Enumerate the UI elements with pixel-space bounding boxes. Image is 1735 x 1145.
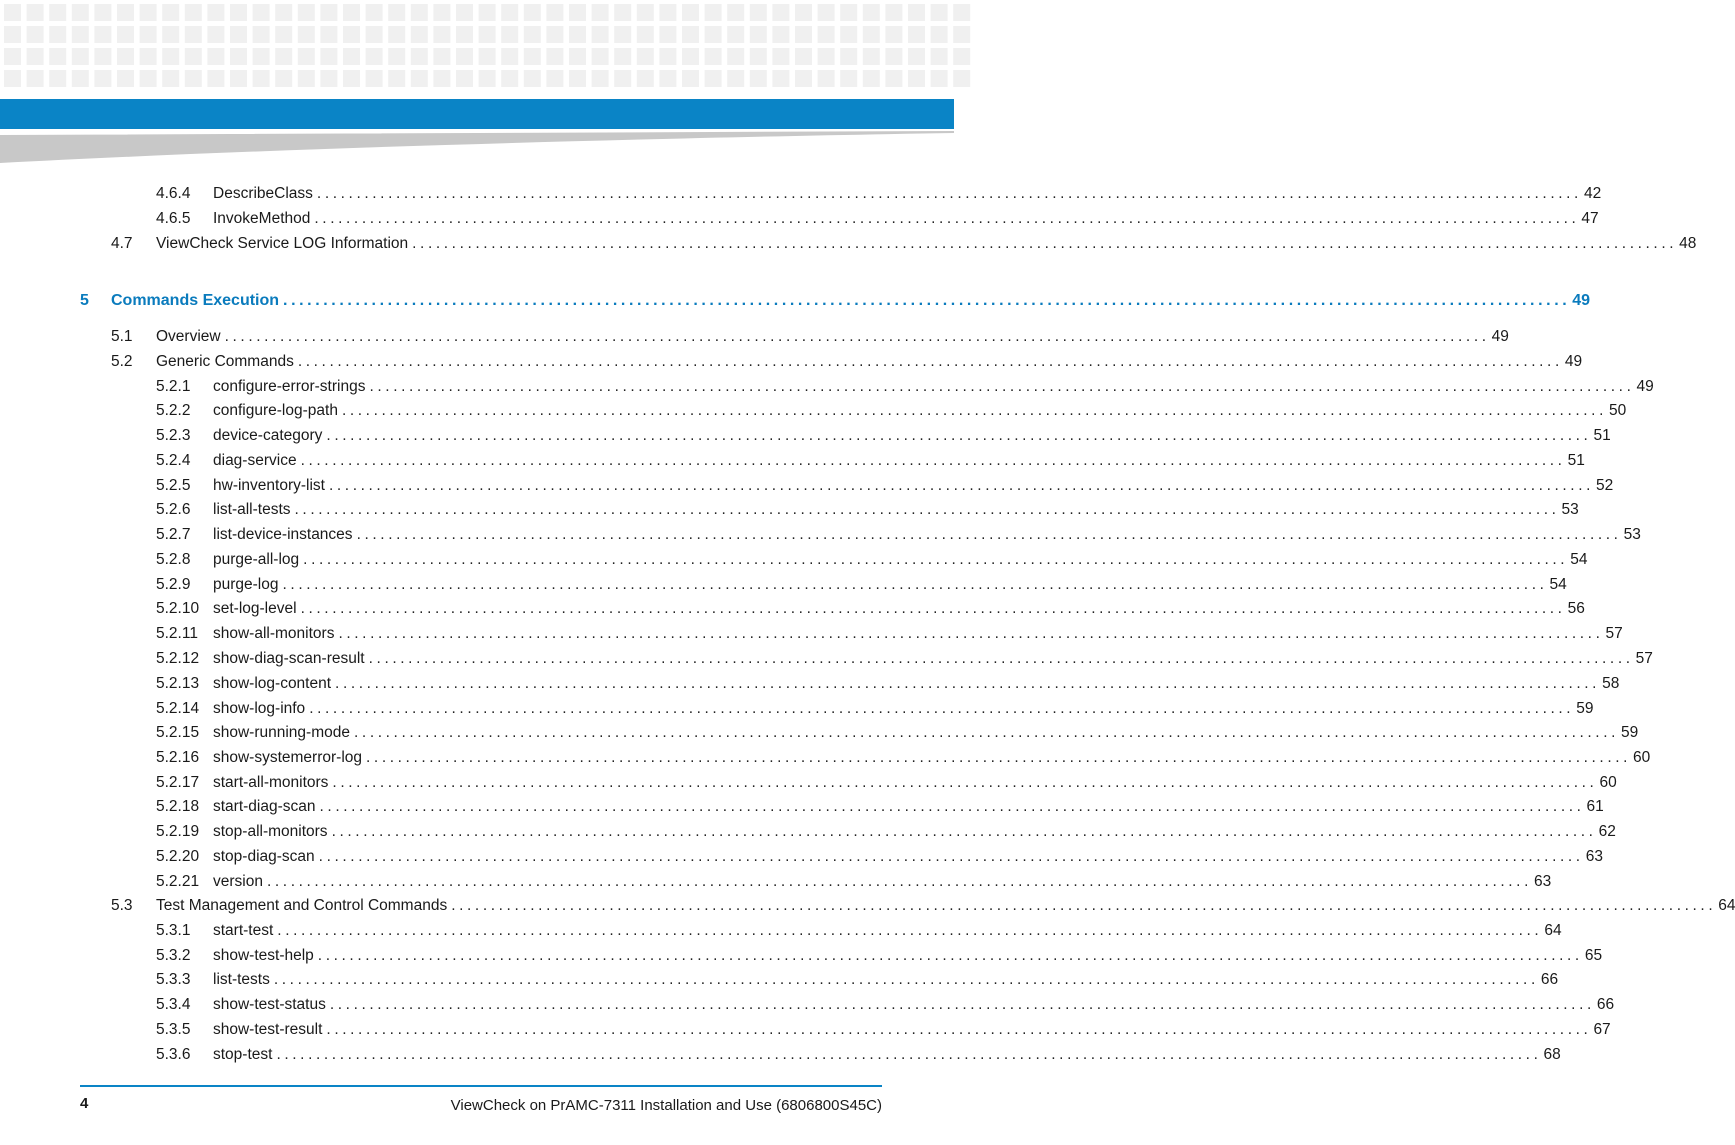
toc-entry-number: 5 <box>80 292 89 309</box>
toc-dot-leader: ................................................................................................................................................................ <box>300 452 1566 469</box>
toc-entry-page: 47 <box>1581 210 1599 227</box>
toc-dot-leader: ................................................................................................................................................................ <box>314 210 1580 227</box>
toc-dot-leader: ................................................................................................................................................................ <box>338 625 1604 642</box>
toc-dot-leader: ................................................................................................................................................................ <box>273 971 1539 988</box>
toc-dot-leader: ................................................................................................................................................................ <box>328 477 1595 494</box>
toc-entry-page: 66 <box>1596 996 1615 1013</box>
toc-entry-page: 49 <box>1636 378 1654 395</box>
toc-entry-title: show-log-content <box>213 675 332 692</box>
toc-entry[interactable] <box>0 1044 1561 1066</box>
toc-entry-page: 53 <box>1623 526 1641 543</box>
toc-dot-leader: ................................................................................................................................................................ <box>297 353 1563 370</box>
toc-entry-page: 63 <box>1585 848 1603 865</box>
toc-dot-leader: ................................................................................................................................................................ <box>329 996 1595 1013</box>
toc-dot-leader: ................................................................................................................................................................ <box>319 798 1585 815</box>
toc-entry-number: 5.2.2 <box>156 402 191 419</box>
toc-entry-title: configure-error-strings <box>213 378 366 395</box>
toc-entry-number: 4.6.4 <box>156 185 191 202</box>
toc-entry-title: Generic Commands <box>156 353 294 370</box>
toc-entry-title: purge-all-log <box>213 551 300 568</box>
toc-entry-title: stop-all-monitors <box>213 823 328 840</box>
toc-entry-number: 5.3.5 <box>156 1021 191 1038</box>
toc-entry[interactable] <box>0 475 1614 497</box>
toc-entry-page: 60 <box>1599 774 1617 791</box>
toc-entry-page: 49 <box>1491 328 1509 345</box>
toc-entry-number: 5.3.6 <box>156 1046 191 1063</box>
toc-entry[interactable] <box>0 450 1585 472</box>
toc-entry-number: 4.6.5 <box>156 210 191 227</box>
toc-entry-number: 5.2.16 <box>156 749 200 766</box>
toc-dot-leader: ................................................................................................................................................................ <box>277 922 1543 939</box>
toc-entry-page: 66 <box>1540 971 1559 988</box>
toc-entry-title: show-all-monitors <box>213 625 335 642</box>
toc-entry[interactable] <box>0 598 1585 620</box>
toc-dot-leader: ................................................................................................................................................................ <box>282 576 1548 593</box>
toc-entry[interactable] <box>0 994 1615 1016</box>
toc-entry[interactable] <box>0 233 1697 255</box>
toc-entry-page: 67 <box>1593 1021 1611 1038</box>
toc-entry-page: 49 <box>1572 292 1591 309</box>
toc-entry[interactable] <box>0 673 1620 695</box>
toc-entry-number: 5.2.6 <box>156 501 191 518</box>
toc-dot-leader: ................................................................................................................................................................ <box>341 402 1607 419</box>
toc-entry[interactable] <box>0 846 1603 868</box>
toc-entry[interactable] <box>0 623 1623 645</box>
footer-document-title: ViewCheck on PrAMC-7311 Installation and Use (6806800S45C) <box>450 1097 882 1114</box>
toc-entry-title: show-diag-scan-result <box>213 650 365 667</box>
toc-dot-leader: ................................................................................................................................................................ <box>412 235 1678 252</box>
toc-entry-page: 53 <box>1561 501 1579 518</box>
toc-entry-title: Overview <box>156 328 221 345</box>
toc-entry[interactable] <box>0 326 1509 348</box>
toc-entry-title: InvokeMethod <box>213 210 311 227</box>
toc-entry-number: 5.2.8 <box>156 551 191 568</box>
toc-dot-leader: ................................................................................................................................................................ <box>369 378 1635 395</box>
toc-entry[interactable] <box>0 821 1616 843</box>
toc-entry-page: 42 <box>1583 185 1602 202</box>
toc-dot-leader: ................................................................................................................................................................ <box>366 749 1632 766</box>
toc-entry-number: 5.3.4 <box>156 996 191 1013</box>
toc-entry[interactable] <box>0 208 1599 230</box>
toc-dot-leader: ................................................................................................................................................................ <box>335 675 1601 692</box>
toc-entry-page: 61 <box>1586 798 1604 815</box>
toc-entry-title: purge-log <box>213 576 279 593</box>
toc-entry-page: 51 <box>1567 452 1585 469</box>
toc-dot-leader: ................................................................................................................................................................ <box>451 897 1717 914</box>
toc-entry-number: 5.3.3 <box>156 971 191 988</box>
toc-entry[interactable] <box>0 425 1611 447</box>
toc-entry-number: 5.2.12 <box>156 650 200 667</box>
toc-entry-page: 48 <box>1679 235 1697 252</box>
toc-dot-leader: ................................................................................................................................................................ <box>354 724 1620 741</box>
toc-entry-page: 63 <box>1534 873 1552 890</box>
toc-entry-page: 64 <box>1544 922 1562 939</box>
toc-entry-title: Test Management and Control Commands <box>156 897 448 914</box>
toc-entry-number: 5.2.17 <box>156 774 200 791</box>
footer-rule <box>80 1085 882 1087</box>
toc-entry-title: configure-log-path <box>213 402 338 419</box>
toc-dot-leader: ................................................................................................................................................................ <box>356 526 1622 543</box>
toc-entry-title: list-all-tests <box>213 501 291 518</box>
toc-entry[interactable] <box>0 920 1562 942</box>
toc-entry-title: stop-diag-scan <box>213 848 315 865</box>
toc-dot-leader: ................................................................................................................................................................ <box>303 551 1569 568</box>
toc-entry[interactable] <box>0 351 1583 373</box>
footer-page-number: 4 <box>80 1095 89 1112</box>
toc-entry-number: 5.2.13 <box>156 675 200 692</box>
toc-entry-title: start-test <box>213 922 274 939</box>
toc-entry-title: show-test-status <box>213 996 326 1013</box>
toc-dot-leader: ................................................................................................................................................................ <box>224 328 1490 345</box>
toc-entry-number: 4.7 <box>111 235 133 252</box>
toc-entry-title: show-running-mode <box>213 724 350 741</box>
toc-entry-page: 52 <box>1596 477 1614 494</box>
toc-entry[interactable] <box>0 698 1594 720</box>
toc-entry-title: hw-inventory-list <box>213 477 325 494</box>
toc-entry[interactable] <box>0 722 1639 744</box>
toc-entry-number: 5.1 <box>111 328 133 345</box>
toc-dot-leader: ................................................................................................................................................................ <box>326 1021 1592 1038</box>
toc-entry[interactable] <box>0 945 1603 967</box>
toc-entry-title: start-all-monitors <box>213 774 329 791</box>
toc-dot-leader: ................................................................................................................................................................ <box>317 947 1583 964</box>
toc-entry-page: 59 <box>1621 724 1639 741</box>
toc-dot-leader: ................................................................................................................................................................ <box>316 185 1582 202</box>
toc-entry[interactable] <box>0 871 1552 893</box>
toc-entry[interactable] <box>0 524 1641 546</box>
toc-dot-leader: ................................................................................................................................................................ <box>283 292 1571 309</box>
toc-entry-page: 54 <box>1570 551 1588 568</box>
toc-entry-page: 65 <box>1584 947 1603 964</box>
toc-entry-page: 51 <box>1593 427 1611 444</box>
toc-entry-title: list-device-instances <box>213 526 353 543</box>
toc-dot-leader: ................................................................................................................................................................ <box>266 873 1532 890</box>
toc-entry-title: Commands Execution <box>111 292 280 309</box>
toc-entry-number: 5.2.18 <box>156 798 200 815</box>
toc-entry-page: 50 <box>1608 402 1627 419</box>
toc-entry-number: 5.2.1 <box>156 378 191 395</box>
toc-entry-title: set-log-level <box>213 600 297 617</box>
toc-entry-title: version <box>213 873 263 890</box>
toc-entry[interactable] <box>0 499 1579 521</box>
toc-entry-page: 64 <box>1718 897 1735 914</box>
toc-dot-leader: ................................................................................................................................................................ <box>332 774 1598 791</box>
toc-dot-leader: ................................................................................................................................................................ <box>276 1046 1542 1063</box>
toc-entry-title: start-diag-scan <box>213 798 316 815</box>
toc-entry-number: 5.2.19 <box>156 823 200 840</box>
toc-dot-leader: ................................................................................................................................................................ <box>331 823 1597 840</box>
toc-dot-leader: ................................................................................................................................................................ <box>294 501 1560 518</box>
toc-entry[interactable] <box>0 400 1627 422</box>
toc-entry[interactable] <box>0 747 1651 769</box>
toc-entry-title: diag-service <box>213 452 297 469</box>
toc-entry-page: 54 <box>1549 576 1567 593</box>
toc-entry-page: 59 <box>1576 700 1594 717</box>
toc-entry-number: 5.2.20 <box>156 848 200 865</box>
toc-entry-number: 5.2.4 <box>156 452 191 469</box>
toc-entry-number: 5.2.9 <box>156 576 191 593</box>
toc-entry-number: 5.2 <box>111 353 133 370</box>
toc-entry-page: 60 <box>1633 749 1651 766</box>
toc-entry-number: 5.2.14 <box>156 700 200 717</box>
toc-entry-title: list-tests <box>213 971 270 988</box>
toc-dot-leader: ................................................................................................................................................................ <box>368 650 1634 667</box>
toc-dot-leader: ................................................................................................................................................................ <box>309 700 1575 717</box>
toc-entry-page: 58 <box>1602 675 1620 692</box>
toc-entry-title: show-test-result <box>213 1021 323 1038</box>
toc-dot-leader: ................................................................................................................................................................ <box>318 848 1584 865</box>
toc-entry[interactable] <box>0 1019 1611 1041</box>
toc-chapter-entry[interactable] <box>0 290 1591 312</box>
toc-dot-leader: ................................................................................................................................................................ <box>300 600 1566 617</box>
toc-entry-number: 5.3 <box>111 897 133 914</box>
toc-entry-title: show-test-help <box>213 947 314 964</box>
toc-entry-number: 5.3.1 <box>156 922 191 939</box>
header-grid-pattern <box>0 0 954 96</box>
toc-entry-title: DescribeClass <box>213 185 313 202</box>
header-blue-band <box>0 99 954 129</box>
toc-entry-title: device-category <box>213 427 323 444</box>
toc-entry-page: 68 <box>1543 1046 1561 1063</box>
toc-entry-number: 5.2.3 <box>156 427 191 444</box>
toc-entry-page: 57 <box>1605 625 1623 642</box>
toc-entry-number: 5.2.7 <box>156 526 191 543</box>
toc-entry-title: stop-test <box>213 1046 273 1063</box>
toc-entry-number: 5.2.10 <box>156 600 200 617</box>
toc-entry-number: 5.2.21 <box>156 873 200 890</box>
toc-entry[interactable] <box>0 969 1559 991</box>
toc-entry-number: 5.2.5 <box>156 477 191 494</box>
toc-entry-title: ViewCheck Service LOG Information <box>156 235 409 252</box>
toc-entry-title: show-systemerror-log <box>213 749 363 766</box>
toc-entry-page: 62 <box>1598 823 1616 840</box>
toc-entry-page: 49 <box>1564 353 1583 370</box>
toc-entry[interactable] <box>0 183 1602 205</box>
toc-entry-page: 56 <box>1567 600 1585 617</box>
header-gray-swoosh <box>0 129 954 163</box>
toc-entry-title: show-log-info <box>213 700 306 717</box>
toc-entry[interactable] <box>0 648 1653 670</box>
toc-entry[interactable] <box>0 574 1567 596</box>
toc-entry[interactable] <box>0 895 1735 917</box>
toc-entry[interactable] <box>0 796 1604 818</box>
toc-dot-leader: ................................................................................................................................................................ <box>326 427 1592 444</box>
toc-entry[interactable] <box>0 376 1654 398</box>
toc-entry-number: 5.2.11 <box>156 625 198 642</box>
toc-entry[interactable] <box>0 772 1617 794</box>
toc-entry-number: 5.2.15 <box>156 724 200 741</box>
toc-entry[interactable] <box>0 549 1588 571</box>
toc-entry-page: 57 <box>1635 650 1653 667</box>
toc-entry-number: 5.3.2 <box>156 947 191 964</box>
